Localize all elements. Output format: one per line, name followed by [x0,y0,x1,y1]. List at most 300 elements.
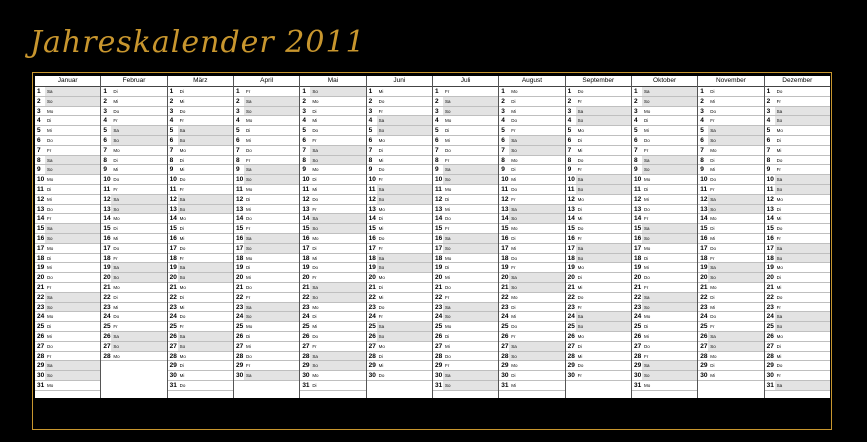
weekday-label: Mi [245,206,251,212]
weekday-label: Sa [45,156,100,165]
day-row [168,165,233,175]
weekday-label: Mi [710,235,716,241]
weekday-label: Do [47,343,53,349]
day-number: 16 [103,234,111,242]
day-row [566,116,631,126]
weekday-label: Mo [643,245,651,251]
day-row [433,146,498,156]
day-number: 1 [567,88,572,95]
day-row [698,332,763,342]
day-number: 12 [501,195,509,203]
day-number: 19 [302,264,310,272]
weekday-label: Fr [113,118,118,124]
weekday-label: Fr [179,324,184,330]
day-number: 22 [37,293,45,301]
day-row [367,263,432,273]
day-row [35,371,100,381]
weekday-label: So [310,361,365,370]
day-row [168,361,233,371]
day-row [35,136,100,146]
day-number: 14 [302,215,310,223]
day-row [698,195,763,205]
day-number: 16 [37,234,45,242]
day-row [234,371,299,381]
day-number: 15 [501,225,509,233]
day-number: 23 [169,303,177,311]
day-number: 25 [434,323,443,331]
weekday-label: So [244,175,299,184]
day-number: 26 [567,332,575,340]
day-row [168,234,233,244]
weekday-label: Fr [444,363,450,369]
weekday-label: Mo [511,89,518,94]
day-number: 20 [169,274,177,282]
day-number: 22 [434,293,443,301]
day-row [168,107,233,117]
day-row [698,87,763,97]
day-number: 16 [302,234,310,242]
weekday-label: So [509,352,564,361]
weekday-label: So [775,185,830,194]
day-row [35,175,100,185]
day-number: 13 [302,205,310,213]
weekday-label: So [310,293,365,302]
day-number: 17 [700,244,708,252]
weekday-label: So [111,205,166,214]
day-number: 30 [169,372,177,380]
day-row [566,254,631,264]
day-number: 30 [235,372,244,380]
day-row [499,126,564,136]
day-row [300,381,365,391]
weekday-label: So [111,136,166,145]
day-number: 19 [235,264,244,272]
day-number: 9 [37,166,41,174]
day-number: 12 [302,195,310,203]
day-number: 10 [633,176,642,184]
day-number: 15 [103,225,111,233]
day-row [499,361,564,371]
day-row [367,244,432,254]
day-number: 28 [633,352,642,360]
day-row [433,352,498,362]
day-number: 1 [368,88,373,95]
day-row [35,116,100,126]
day-row [35,234,100,244]
day-number: 26 [37,332,45,340]
weekday-label: So [708,342,763,351]
day-row [698,234,763,244]
weekday-label: Mi [113,167,119,173]
weekday-label: Mo [312,167,319,173]
weekday-label: So [45,165,100,174]
weekday-label: Di [643,255,649,261]
weekday-label: Mi [444,275,450,281]
day-number: 26 [302,332,310,340]
day-row [101,185,166,195]
weekday-label: So [244,312,299,321]
weekday-label: Fr [312,343,317,349]
day-row [632,97,697,107]
day-number: 10 [103,176,111,184]
day-row [632,273,697,283]
day-row [35,107,100,117]
day-row [101,303,166,313]
day-row [566,97,631,107]
month-header: März [168,76,233,87]
month-column [367,76,433,398]
weekday-label: Fr [511,265,516,271]
day-row [35,224,100,234]
day-row [101,87,166,97]
day-row [35,381,100,391]
day-row [367,303,432,313]
weekday-label: Do [47,275,53,281]
day-number: 29 [302,362,310,370]
weekday-label: Di [179,226,184,232]
day-row [433,214,498,224]
day-row [234,322,299,332]
day-row [433,126,498,136]
day-row [234,352,299,362]
day-row [35,254,100,264]
day-row [35,165,100,175]
day-number: 1 [169,88,174,95]
day-number: 24 [567,313,575,321]
day-number: 11 [700,185,708,193]
weekday-label: Mo [776,128,783,134]
day-number: 20 [368,274,376,282]
weekday-label: Do [444,353,451,359]
empty-cell [101,361,166,398]
day-number: 30 [501,372,509,380]
day-number: 19 [103,264,111,272]
weekday-label: Mi [511,245,517,251]
weekday-label: Do [378,373,385,379]
day-row [698,165,763,175]
weekday-label: Di [511,373,516,379]
day-number: 6 [302,136,306,144]
day-number: 12 [434,195,443,203]
weekday-label: Mo [312,235,319,241]
weekday-label: Di [577,206,582,212]
day-row [300,214,365,224]
day-number: 21 [434,283,443,291]
day-number: 13 [169,205,177,213]
day-row [168,273,233,283]
day-number: 1 [633,88,638,95]
day-number: 2 [368,97,373,105]
day-number: 24 [302,313,310,321]
day-number: 17 [633,244,642,252]
day-row [367,87,432,97]
weekday-label: Sa [708,126,763,135]
day-number: 22 [235,293,244,301]
day-row [234,342,299,352]
day-row [698,175,763,185]
weekday-label: Mi [776,147,782,153]
weekday-label: Do [312,333,319,339]
day-number: 20 [434,274,443,282]
day-number: 11 [302,185,310,193]
day-row [499,195,564,205]
day-row [367,214,432,224]
day-row [698,361,763,371]
day-number: 11 [633,185,641,193]
day-number: 31 [169,381,177,389]
month-column [765,76,830,398]
day-row [35,146,100,156]
day-number: 26 [766,332,774,340]
weekday-label: Di [577,275,582,281]
day-row [765,332,830,342]
weekday-label: So [443,312,498,321]
day-row [499,234,564,244]
weekday-label: Di [643,186,649,192]
weekday-label: Do [710,314,717,320]
weekday-label: Sa [775,175,830,184]
weekday-label: Di [378,284,383,290]
day-number: 8 [368,156,373,164]
day-number: 24 [37,313,45,321]
day-row [367,116,432,126]
day-row [234,116,299,126]
day-number: 7 [37,146,41,154]
day-number: 16 [501,234,509,242]
day-row [499,332,564,342]
day-number: 1 [302,88,306,95]
day-number: 24 [434,313,443,321]
weekday-label: Mi [444,137,450,143]
day-row [168,381,233,391]
weekday-label: So [377,263,432,272]
weekday-label: Di [113,294,118,300]
weekday-label: Mo [312,304,319,310]
day-row [566,87,631,97]
day-row [168,263,233,273]
day-number: 16 [434,234,443,242]
day-row [101,175,166,185]
day-number: 11 [368,185,376,193]
day-row [433,342,498,352]
day-row [234,165,299,175]
weekday-label: Sa [708,195,763,204]
weekday-label: Fr [577,373,582,379]
weekday-label: Do [312,265,319,271]
day-row [168,342,233,352]
weekday-label: Sa [310,283,365,292]
day-number: 7 [700,146,704,154]
weekday-label: So [576,116,631,125]
day-number: 18 [103,254,111,262]
day-number: 21 [700,283,708,291]
day-number: 18 [567,254,575,262]
day-number: 7 [368,146,373,154]
day-number: 27 [103,342,111,350]
day-row [300,254,365,264]
day-number: 23 [434,303,443,311]
weekday-label: Mi [47,128,52,134]
weekday-label: Fr [776,167,781,173]
day-number: 21 [235,283,244,291]
day-number: 7 [434,146,439,154]
weekday-label: So [775,322,830,331]
day-number: 11 [434,185,442,193]
day-number: 14 [37,215,45,223]
day-row [300,283,365,293]
day-number: 30 [633,372,642,380]
weekday-label: Do [511,186,518,192]
weekday-label: Mo [113,216,120,222]
day-number: 5 [169,127,174,135]
day-row [698,214,763,224]
day-number: 31 [633,381,642,389]
weekday-label: Fr [710,118,715,124]
weekday-label: So [111,273,166,282]
weekday-label: Sa [443,97,498,106]
day-row [566,126,631,136]
day-row [168,312,233,322]
weekday-label: Fr [511,128,516,134]
day-number: 3 [501,107,505,115]
weekday-label: Fr [312,275,317,281]
day-row [566,224,631,234]
weekday-label: Sa [111,195,166,204]
day-row [698,136,763,146]
day-row [765,312,830,322]
weekday-label: Mo [113,284,120,290]
weekday-label: Fr [643,216,649,222]
day-number: 18 [169,254,177,262]
day-number: 28 [169,352,177,360]
day-number: 2 [766,97,771,105]
day-number: 31 [302,381,310,389]
month-column [234,76,300,398]
weekday-label: Fr [444,226,450,232]
day-row [234,146,299,156]
weekday-label: Mo [47,177,54,183]
day-number: 28 [766,352,774,360]
day-row [101,205,166,215]
weekday-label: Mo [444,118,452,124]
day-row [632,293,697,303]
weekday-label: Sa [509,273,564,282]
weekday-label: Fr [179,118,184,124]
weekday-label: Do [710,177,717,183]
day-number: 28 [700,352,708,360]
day-row [35,273,100,283]
day-number: 26 [103,332,111,340]
weekday-label: Mo [179,147,186,153]
day-row [499,107,564,117]
weekday-label: Di [245,265,251,271]
weekday-label: Mo [312,373,319,379]
day-number: 15 [633,225,642,233]
day-number: 2 [235,97,240,105]
weekday-label: Mi [312,255,318,261]
day-row [101,332,166,342]
weekday-label: Mi [245,275,251,281]
day-row [765,126,830,136]
weekday-label: Fr [776,98,781,104]
day-row [234,361,299,371]
day-row [101,312,166,322]
day-row [101,224,166,234]
weekday-label: Sa [45,293,100,302]
weekday-label: So [708,273,763,282]
day-row [367,283,432,293]
day-row [35,293,100,303]
day-row [35,283,100,293]
day-row [566,312,631,322]
day-row [433,97,498,107]
day-number: 11 [103,185,111,193]
weekday-label: Sa [178,195,233,204]
day-number: 19 [434,264,443,272]
day-row [632,136,697,146]
weekday-label: Sa [443,371,498,380]
day-row [433,136,498,146]
day-number: 16 [567,234,575,242]
weekday-label: Sa [642,361,697,370]
day-row [168,156,233,166]
weekday-label: Mi [776,284,782,290]
day-number: 20 [766,274,774,282]
day-row [234,234,299,244]
day-number: 22 [368,293,376,301]
weekday-label: Mi [378,363,384,369]
empty-cell [234,381,299,398]
weekday-label: Fr [444,294,450,300]
weekday-label: Mi [378,226,384,232]
weekday-label: Mo [378,343,385,349]
weekday-label: Sa [642,224,697,233]
day-number: 17 [368,244,376,252]
day-number: 17 [766,244,774,252]
day-number: 31 [37,381,45,389]
day-row [765,87,830,97]
weekday-label: Mi [643,196,649,202]
day-number: 22 [302,293,310,301]
day-number: 22 [633,293,642,301]
weekday-label: Di [113,157,118,163]
day-number: 28 [567,352,575,360]
weekday-label: Sa [642,156,697,165]
weekday-label: Di [47,255,52,261]
day-row [300,322,365,332]
weekday-label: So [310,156,365,165]
day-number: 21 [103,283,111,291]
day-number: 20 [302,274,310,282]
day-row [234,244,299,254]
day-row [765,185,830,195]
day-number: 20 [567,274,575,282]
day-row [300,332,365,342]
day-number: 26 [633,332,642,340]
weekday-label: Mo [710,353,717,359]
day-number: 10 [501,176,509,184]
day-row [101,244,166,254]
weekday-label: Mo [179,353,186,359]
day-row [632,146,697,156]
weekday-label: Do [179,314,186,320]
day-row [433,283,498,293]
day-row [35,185,100,195]
day-row [632,185,697,195]
day-row [300,312,365,322]
day-row [499,87,564,97]
day-row [234,136,299,146]
